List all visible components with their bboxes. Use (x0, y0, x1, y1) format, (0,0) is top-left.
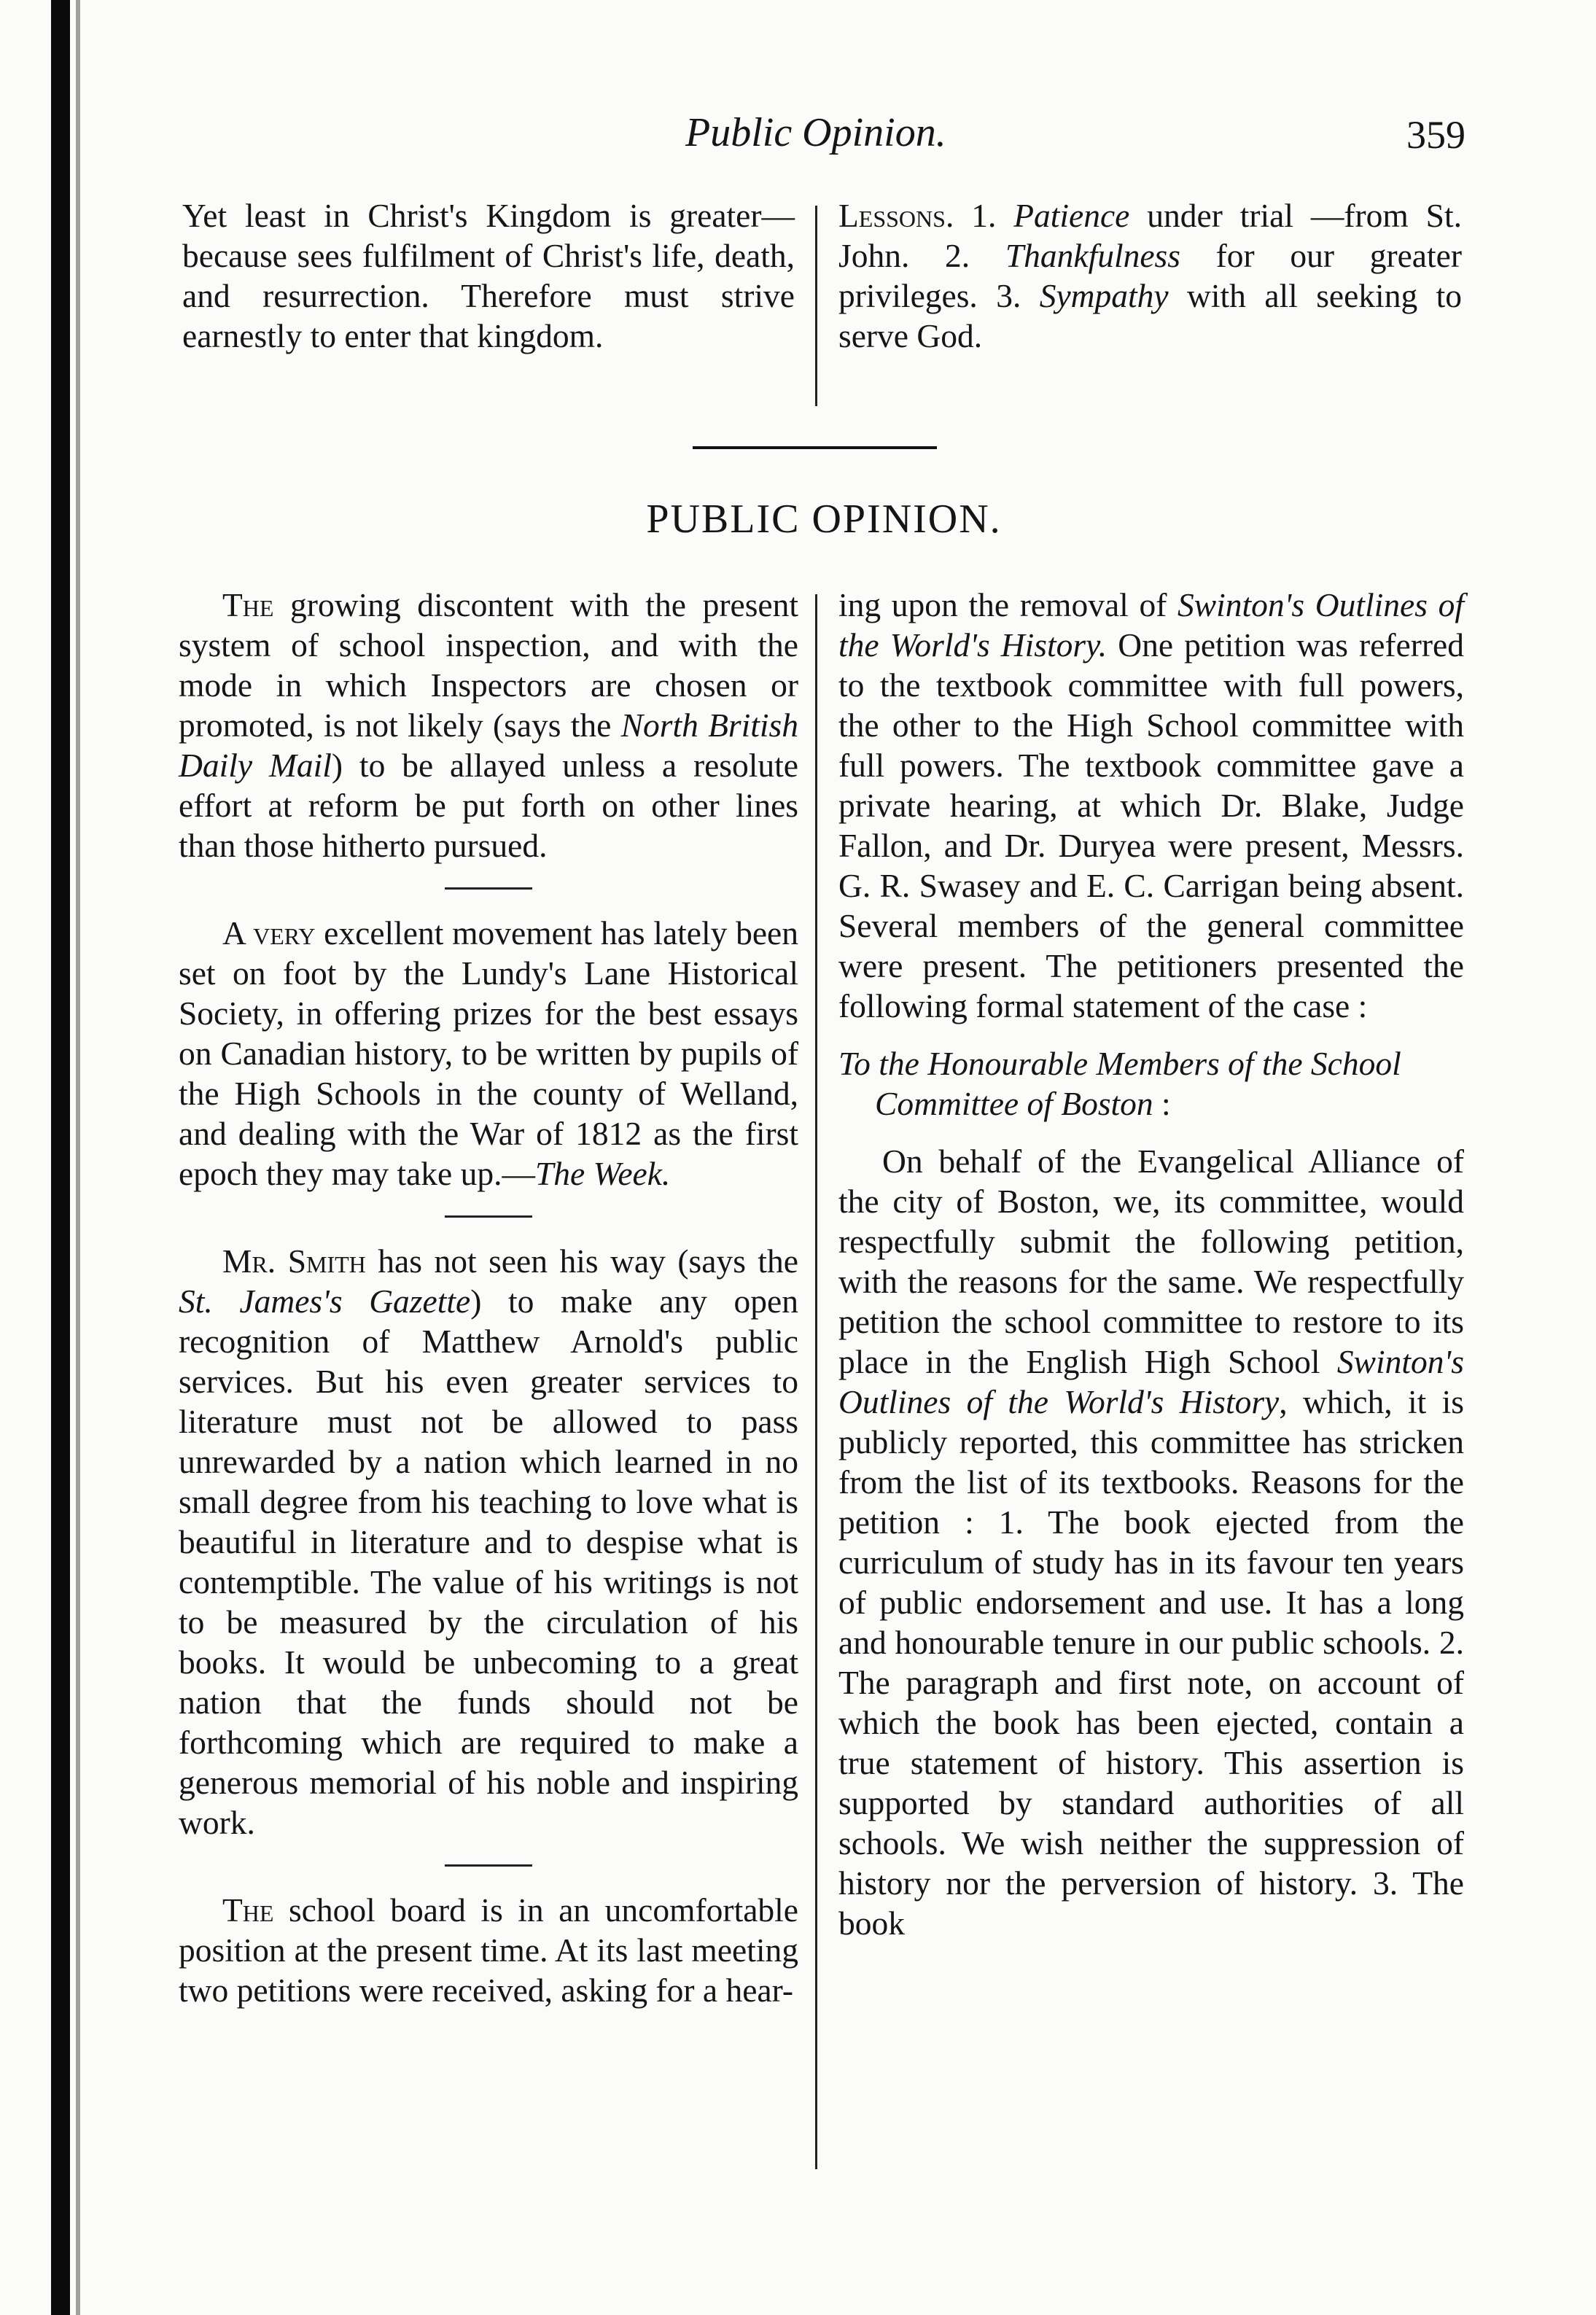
article-inspection: The growing discontent with the present system of school inspection, and with the mode in which Inspectors are chosen or promoted, is not likely (says the North British Daily Mail) to be allayed unless a resolute effort at reform be put forth on other lines than those hitherto pursued. (179, 586, 798, 864)
section-title: PUBLIC OPINION. (646, 497, 1002, 542)
article-school-board-continued: ing upon the removal of Swinton's Outlines of the World's History. One petition was referred to the textbook committee with full powers, the other to the High School committee with full powers. The textbook committee gave a private hearing, at which Dr. Blake, Judge Fallon, and Dr. Duryea were present, Messrs. G. R. Swasey and E. C. Carrigan being absent. Several members of the general committee were present. The petitioners presented the following formal statement of the case : (838, 586, 1464, 1024)
lead-left-paragraph: Yet least in Christ's Kingdom is greater—because sees fulfilment of Christ's life, death, and resurrection. Therefore must strive earnestly to enter that kingdom. (182, 197, 795, 354)
petition-text: On behalf of the Evangelical Alliance of the city of Boston, we, its committee, would respectfully submit the following petition, with the reasons for the same. We respectfully petition the school committee to restore to its place in the English High School Swinton's Outlines of the World's History, which, it is publicly reported, this committee has stricken from the list of its textbooks. Reasons for the petition : 1. The book ejected from the curriculum of study has in its favour ten years of public endorsement and use. It has a long and honourable tenure in our public schools. 2. The paragraph and first note, on account of which the book has been ejected, contain a true statement of history. This assertion is supported by standard authorities of all schools. We wish neither the suppression of history nor the perversion of history. 3. The book (838, 1143, 1464, 1942)
article-matthew-arnold: Mr. Smith has not seen his way (says the St. James's Gazette) to make any open recognition of Matthew Arnold's public services. But his even greater services to literature must not be allowed to pass unrewarded by a nation which learned in no small degree from his teaching to love what is beautiful in literature and to despise what is contemptible. The value of his writings is not to be measured by the circulation of his books. It would be unbecoming to a great nation that the funds should not be forthcoming which are required to make a generous memorial of his noble and inspiring work. (179, 1242, 799, 1841)
body-left-column (179, 585, 798, 2010)
lead-column-divider (815, 206, 817, 406)
page-header (182, 109, 1465, 168)
article-separator (445, 1215, 532, 1218)
body-right-column (838, 585, 1464, 1943)
article-school-board: The school board is in an uncomfortable position at the present time. At its last meeting two petitions were received, asking for a hear- (179, 1891, 798, 2009)
page-binding-edge (51, 0, 70, 2315)
lessons-label: Lessons. (838, 197, 954, 234)
lead-right-column (838, 195, 1462, 356)
running-title: Public Opinion. (685, 110, 946, 155)
page-number: 359 (1406, 113, 1465, 157)
lead-left-column (182, 195, 795, 356)
article-lundys-lane: A very excellent movement has lately been set on foot by the Lundy's Lane Historical Society, in offering prizes for the best essays on Canadian history, to be written by pupils of the High Schools in the county of Welland, and dealing with the War of 1812 as the first epoch they may take up.—The Week. (179, 914, 798, 1192)
lessons-paragraph: Lessons. 1. Patience under trial —from St. John. 2. Thankfulness for our greater privileges. 3. Sympathy with all seeking to serve God. (838, 197, 1462, 354)
petition-address: To the Honourable Members of the School Committee of Boston : (838, 1045, 1401, 1122)
section-rule (693, 446, 937, 449)
body-column-divider (815, 594, 817, 2169)
article-separator (445, 887, 532, 890)
page-binding-shadow (76, 0, 80, 2315)
article-separator (445, 1864, 532, 1867)
